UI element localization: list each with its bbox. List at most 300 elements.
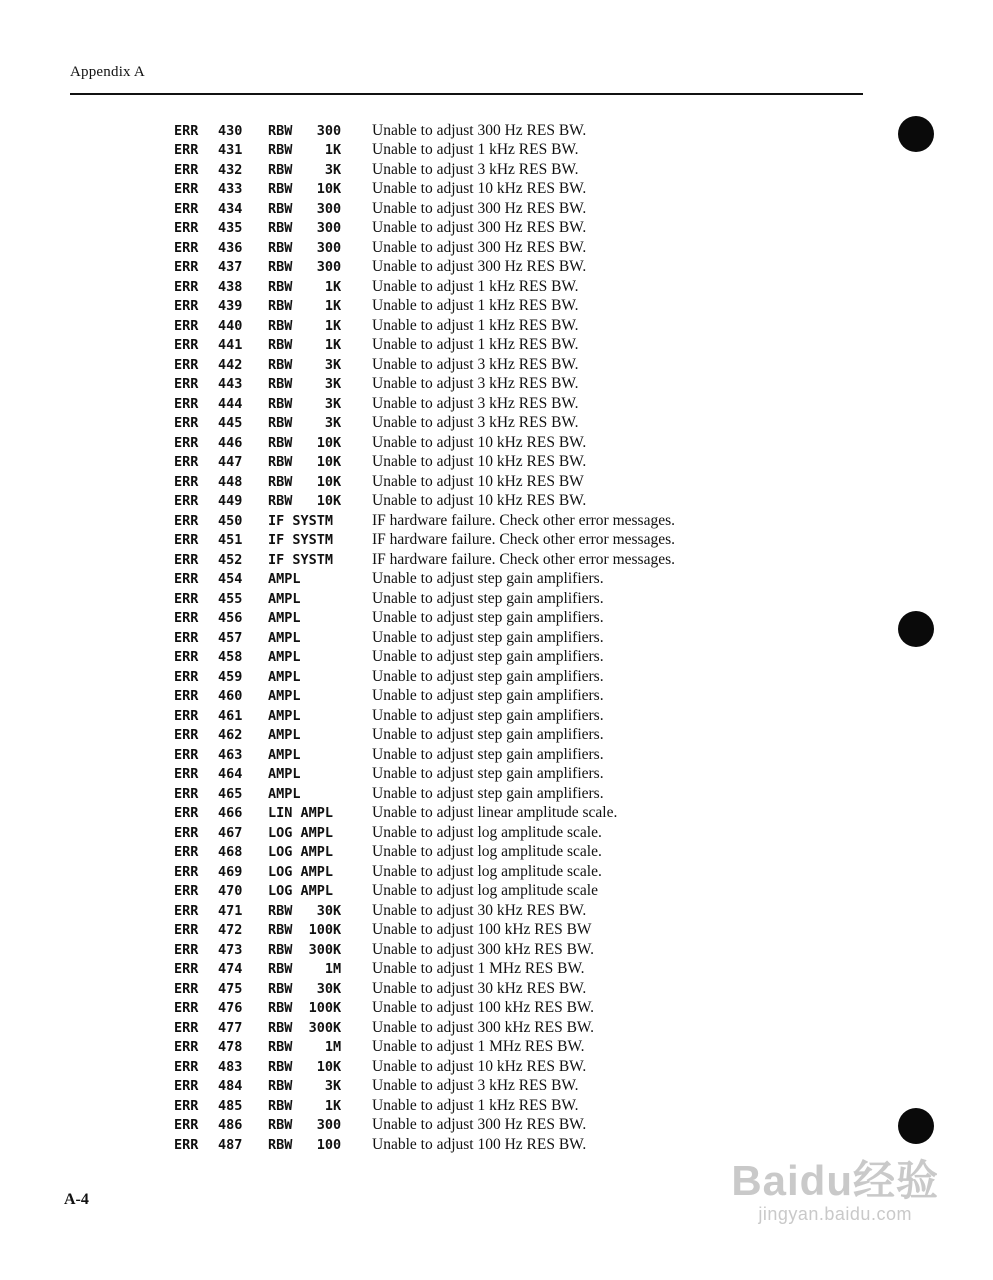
watermark-url: jingyan.baidu.com bbox=[758, 1204, 912, 1224]
error-description: Unable to adjust step gain amplifiers. bbox=[372, 609, 604, 627]
error-row bbox=[174, 589, 794, 609]
error-number: 463 bbox=[218, 746, 243, 763]
error-code bbox=[174, 279, 369, 295]
error-prefix: ERR bbox=[174, 571, 199, 588]
error-prefix: ERR bbox=[174, 922, 199, 939]
error-number: 466 bbox=[218, 805, 243, 822]
error-description: Unable to adjust 30 kHz RES BW. bbox=[372, 901, 587, 919]
error-row bbox=[174, 687, 794, 707]
error-mnemonic: RBW 300 bbox=[268, 200, 342, 217]
error-description: Unable to adjust 300 kHz RES BW. bbox=[372, 1018, 595, 1036]
error-prefix: ERR bbox=[174, 551, 199, 568]
error-code bbox=[174, 513, 369, 529]
error-number: 450 bbox=[218, 512, 243, 529]
error-code bbox=[174, 201, 369, 217]
error-prefix: ERR bbox=[174, 610, 199, 627]
error-description: Unable to adjust step gain amplifiers. bbox=[372, 648, 604, 666]
error-description: Unable to adjust 3 kHz RES BW. bbox=[372, 414, 579, 432]
error-mnemonic: RBW 3K bbox=[268, 376, 342, 393]
error-row bbox=[174, 433, 794, 453]
error-row bbox=[174, 1077, 794, 1097]
error-row bbox=[174, 726, 794, 746]
error-code bbox=[174, 571, 369, 587]
error-description: Unable to adjust 300 Hz RES BW. bbox=[372, 258, 587, 276]
error-code bbox=[174, 1137, 369, 1153]
error-code bbox=[174, 1020, 369, 1036]
error-mnemonic: LOG AMPL bbox=[268, 883, 334, 900]
error-number: 430 bbox=[218, 122, 243, 139]
error-mnemonic: RBW 3K bbox=[268, 356, 342, 373]
error-description: Unable to adjust 10 kHz RES BW. bbox=[372, 492, 587, 510]
error-mnemonic: RBW 10K bbox=[268, 434, 342, 451]
error-description: Unable to adjust 300 Hz RES BW. bbox=[372, 1116, 587, 1134]
error-mnemonic: IF SYSTM bbox=[268, 532, 334, 549]
error-mnemonic: RBW 10K bbox=[268, 473, 342, 490]
binder-hole-middle bbox=[898, 611, 934, 647]
error-description: Unable to adjust log amplitude scale. bbox=[372, 823, 602, 841]
error-number: 475 bbox=[218, 980, 243, 997]
error-number: 435 bbox=[218, 220, 243, 237]
error-number: 432 bbox=[218, 161, 243, 178]
error-number: 472 bbox=[218, 922, 243, 939]
error-description: Unable to adjust 1 MHz RES BW. bbox=[372, 1038, 585, 1056]
error-row bbox=[174, 277, 794, 297]
error-prefix: ERR bbox=[174, 493, 199, 510]
error-number: 454 bbox=[218, 571, 243, 588]
error-prefix: ERR bbox=[174, 688, 199, 705]
error-code bbox=[174, 396, 369, 412]
error-row bbox=[174, 648, 794, 668]
error-row bbox=[174, 862, 794, 882]
error-row bbox=[174, 979, 794, 999]
error-code bbox=[174, 649, 369, 665]
error-prefix: ERR bbox=[174, 1000, 199, 1017]
error-code bbox=[174, 903, 369, 919]
error-number: 465 bbox=[218, 785, 243, 802]
error-number: 485 bbox=[218, 1097, 243, 1114]
error-mnemonic: LIN AMPL bbox=[268, 805, 334, 822]
error-number: 434 bbox=[218, 200, 243, 217]
error-row bbox=[174, 394, 794, 414]
error-code bbox=[174, 1039, 369, 1055]
error-code bbox=[174, 454, 369, 470]
error-row bbox=[174, 1038, 794, 1058]
error-code bbox=[174, 318, 369, 334]
error-description: Unable to adjust 10 kHz RES BW. bbox=[372, 433, 587, 451]
error-prefix: ERR bbox=[174, 902, 199, 919]
error-mnemonic: RBW 300 bbox=[268, 1117, 342, 1134]
error-row bbox=[174, 180, 794, 200]
error-row bbox=[174, 336, 794, 356]
error-number: 445 bbox=[218, 415, 243, 432]
error-mnemonic: RBW 30K bbox=[268, 902, 342, 919]
error-prefix: ERR bbox=[174, 278, 199, 295]
error-prefix: ERR bbox=[174, 395, 199, 412]
error-prefix: ERR bbox=[174, 512, 199, 529]
error-description: Unable to adjust 3 kHz RES BW. bbox=[372, 160, 579, 178]
error-prefix: ERR bbox=[174, 805, 199, 822]
error-number: 448 bbox=[218, 473, 243, 490]
error-code bbox=[174, 1078, 369, 1094]
error-code bbox=[174, 669, 369, 685]
error-description: Unable to adjust step gain amplifiers. bbox=[372, 589, 604, 607]
error-description: Unable to adjust step gain amplifiers. bbox=[372, 628, 604, 646]
error-code bbox=[174, 610, 369, 626]
error-code bbox=[174, 1098, 369, 1114]
error-description: Unable to adjust 3 kHz RES BW. bbox=[372, 355, 579, 373]
error-row bbox=[174, 160, 794, 180]
error-mnemonic: RBW 3K bbox=[268, 415, 342, 432]
error-mnemonic: RBW 10K bbox=[268, 181, 342, 198]
error-prefix: ERR bbox=[174, 1039, 199, 1056]
error-row bbox=[174, 882, 794, 902]
error-row bbox=[174, 628, 794, 648]
error-prefix: ERR bbox=[174, 844, 199, 861]
error-description: IF hardware failure. Check other error messages. bbox=[372, 511, 675, 529]
error-mnemonic: AMPL bbox=[268, 707, 301, 724]
error-prefix: ERR bbox=[174, 1078, 199, 1095]
error-row bbox=[174, 706, 794, 726]
error-mnemonic: RBW 10K bbox=[268, 1058, 342, 1075]
error-mnemonic: RBW 1K bbox=[268, 142, 342, 159]
error-row bbox=[174, 492, 794, 512]
error-description: Unable to adjust 10 kHz RES BW. bbox=[372, 453, 587, 471]
error-number: 486 bbox=[218, 1117, 243, 1134]
error-prefix: ERR bbox=[174, 317, 199, 334]
error-mnemonic: RBW 3K bbox=[268, 395, 342, 412]
error-number: 477 bbox=[218, 1019, 243, 1036]
watermark-brand: Baidu经验 bbox=[731, 1157, 939, 1204]
error-mnemonic: AMPL bbox=[268, 590, 301, 607]
error-code bbox=[174, 727, 369, 743]
error-prefix: ERR bbox=[174, 766, 199, 783]
error-code bbox=[174, 142, 369, 158]
error-row bbox=[174, 1096, 794, 1116]
error-description: Unable to adjust log amplitude scale. bbox=[372, 843, 602, 861]
error-number: 446 bbox=[218, 434, 243, 451]
error-number: 442 bbox=[218, 356, 243, 373]
error-mnemonic: RBW 100 bbox=[268, 1136, 342, 1153]
error-mnemonic: AMPL bbox=[268, 785, 301, 802]
error-prefix: ERR bbox=[174, 1136, 199, 1153]
error-mnemonic: AMPL bbox=[268, 649, 301, 666]
error-code bbox=[174, 532, 369, 548]
error-description: Unable to adjust 1 kHz RES BW. bbox=[372, 297, 579, 315]
error-number: 459 bbox=[218, 668, 243, 685]
error-code bbox=[174, 298, 369, 314]
error-prefix: ERR bbox=[174, 649, 199, 666]
error-mnemonic: RBW 10K bbox=[268, 454, 342, 471]
error-code bbox=[174, 864, 369, 880]
error-row bbox=[174, 804, 794, 824]
error-number: 451 bbox=[218, 532, 243, 549]
error-number: 460 bbox=[218, 688, 243, 705]
error-number: 441 bbox=[218, 337, 243, 354]
error-code bbox=[174, 630, 369, 646]
watermark bbox=[731, 1158, 939, 1225]
error-number: 440 bbox=[218, 317, 243, 334]
error-description: Unable to adjust 10 kHz RES BW bbox=[372, 472, 584, 490]
error-code bbox=[174, 123, 369, 139]
error-row bbox=[174, 1057, 794, 1077]
error-row bbox=[174, 258, 794, 278]
error-number: 457 bbox=[218, 629, 243, 646]
error-description: Unable to adjust 3 kHz RES BW. bbox=[372, 394, 579, 412]
error-description: Unable to adjust 30 kHz RES BW. bbox=[372, 979, 587, 997]
error-number: 449 bbox=[218, 493, 243, 510]
error-number: 433 bbox=[218, 181, 243, 198]
error-number: 439 bbox=[218, 298, 243, 315]
error-number: 474 bbox=[218, 961, 243, 978]
error-mnemonic: RBW 3K bbox=[268, 1078, 342, 1095]
error-description: Unable to adjust log amplitude scale bbox=[372, 882, 598, 900]
error-number: 461 bbox=[218, 707, 243, 724]
error-number: 473 bbox=[218, 941, 243, 958]
error-mnemonic: RBW 1K bbox=[268, 317, 342, 334]
error-prefix: ERR bbox=[174, 200, 199, 217]
binder-hole-top bbox=[898, 116, 934, 152]
error-row bbox=[174, 667, 794, 687]
error-code bbox=[174, 259, 369, 275]
error-mnemonic: RBW 100K bbox=[268, 1000, 342, 1017]
error-description: Unable to adjust step gain amplifiers. bbox=[372, 667, 604, 685]
error-description: Unable to adjust 10 kHz RES BW. bbox=[372, 1057, 587, 1075]
error-number: 444 bbox=[218, 395, 243, 412]
error-number: 469 bbox=[218, 863, 243, 880]
error-number: 456 bbox=[218, 610, 243, 627]
error-row bbox=[174, 414, 794, 434]
error-prefix: ERR bbox=[174, 532, 199, 549]
error-prefix: ERR bbox=[174, 785, 199, 802]
error-description: Unable to adjust 300 kHz RES BW. bbox=[372, 940, 595, 958]
error-code bbox=[174, 942, 369, 958]
error-description: Unable to adjust 300 Hz RES BW. bbox=[372, 121, 587, 139]
error-row bbox=[174, 1018, 794, 1038]
error-mnemonic: RBW 100K bbox=[268, 922, 342, 939]
error-description: Unable to adjust 1 kHz RES BW. bbox=[372, 141, 579, 159]
error-row bbox=[174, 141, 794, 161]
error-code bbox=[174, 474, 369, 490]
error-description: Unable to adjust 1 kHz RES BW. bbox=[372, 336, 579, 354]
error-mnemonic: AMPL bbox=[268, 688, 301, 705]
error-mnemonic: RBW 1K bbox=[268, 278, 342, 295]
error-code bbox=[174, 162, 369, 178]
error-code bbox=[174, 981, 369, 997]
page-header: Appendix A bbox=[70, 64, 145, 80]
error-description: Unable to adjust step gain amplifiers. bbox=[372, 765, 604, 783]
error-prefix: ERR bbox=[174, 727, 199, 744]
error-description: Unable to adjust 300 Hz RES BW. bbox=[372, 199, 587, 217]
error-code bbox=[174, 337, 369, 353]
error-code bbox=[174, 805, 369, 821]
error-code bbox=[174, 922, 369, 938]
error-code bbox=[174, 766, 369, 782]
error-code bbox=[174, 708, 369, 724]
error-mnemonic: IF SYSTM bbox=[268, 551, 334, 568]
error-code bbox=[174, 591, 369, 607]
error-row bbox=[174, 921, 794, 941]
error-prefix: ERR bbox=[174, 220, 199, 237]
error-description: IF hardware failure. Check other error messages. bbox=[372, 531, 675, 549]
error-row bbox=[174, 453, 794, 473]
error-description: Unable to adjust step gain amplifiers. bbox=[372, 706, 604, 724]
error-description: Unable to adjust step gain amplifiers. bbox=[372, 570, 604, 588]
error-row bbox=[174, 960, 794, 980]
error-number: 447 bbox=[218, 454, 243, 471]
error-code bbox=[174, 220, 369, 236]
error-description: Unable to adjust step gain amplifiers. bbox=[372, 726, 604, 744]
error-number: 438 bbox=[218, 278, 243, 295]
error-row bbox=[174, 375, 794, 395]
error-code bbox=[174, 688, 369, 704]
error-number: 431 bbox=[218, 142, 243, 159]
error-mnemonic: RBW 300 bbox=[268, 239, 342, 256]
error-mnemonic: LOG AMPL bbox=[268, 824, 334, 841]
error-prefix: ERR bbox=[174, 746, 199, 763]
error-description: Unable to adjust 300 Hz RES BW. bbox=[372, 238, 587, 256]
error-code bbox=[174, 961, 369, 977]
error-mnemonic: RBW 300K bbox=[268, 1019, 342, 1036]
error-row bbox=[174, 901, 794, 921]
error-code bbox=[174, 825, 369, 841]
error-mnemonic: RBW 1K bbox=[268, 337, 342, 354]
error-row bbox=[174, 999, 794, 1019]
error-mnemonic: RBW 3K bbox=[268, 161, 342, 178]
error-prefix: ERR bbox=[174, 473, 199, 490]
error-description: Unable to adjust 3 kHz RES BW. bbox=[372, 375, 579, 393]
error-row bbox=[174, 297, 794, 317]
error-number: 458 bbox=[218, 649, 243, 666]
error-row bbox=[174, 609, 794, 629]
error-row bbox=[174, 531, 794, 551]
error-mnemonic: AMPL bbox=[268, 668, 301, 685]
error-row bbox=[174, 745, 794, 765]
error-description: Unable to adjust log amplitude scale. bbox=[372, 862, 602, 880]
error-prefix: ERR bbox=[174, 1097, 199, 1114]
error-prefix: ERR bbox=[174, 961, 199, 978]
error-number: 468 bbox=[218, 844, 243, 861]
error-description: Unable to adjust 1 kHz RES BW. bbox=[372, 277, 579, 295]
error-mnemonic: AMPL bbox=[268, 746, 301, 763]
error-row bbox=[174, 511, 794, 531]
error-code bbox=[174, 1117, 369, 1133]
error-description: Unable to adjust step gain amplifiers. bbox=[372, 745, 604, 763]
error-prefix: ERR bbox=[174, 298, 199, 315]
error-mnemonic: AMPL bbox=[268, 766, 301, 783]
error-prefix: ERR bbox=[174, 337, 199, 354]
error-prefix: ERR bbox=[174, 1058, 199, 1075]
error-mnemonic: RBW 300K bbox=[268, 941, 342, 958]
error-prefix: ERR bbox=[174, 941, 199, 958]
error-prefix: ERR bbox=[174, 142, 199, 159]
header-rule bbox=[70, 93, 863, 95]
error-row bbox=[174, 199, 794, 219]
error-prefix: ERR bbox=[174, 122, 199, 139]
error-code bbox=[174, 357, 369, 373]
error-description: IF hardware failure. Check other error messages. bbox=[372, 550, 675, 568]
error-mnemonic: RBW 300 bbox=[268, 122, 342, 139]
error-description: Unable to adjust 100 kHz RES BW bbox=[372, 921, 592, 939]
error-description: Unable to adjust step gain amplifiers. bbox=[372, 784, 604, 802]
error-code bbox=[174, 493, 369, 509]
error-code bbox=[174, 240, 369, 256]
error-code bbox=[174, 747, 369, 763]
error-prefix: ERR bbox=[174, 980, 199, 997]
error-row bbox=[174, 940, 794, 960]
error-mnemonic: RBW 1M bbox=[268, 961, 342, 978]
error-mnemonic: AMPL bbox=[268, 571, 301, 588]
error-number: 487 bbox=[218, 1136, 243, 1153]
error-prefix: ERR bbox=[174, 415, 199, 432]
error-mnemonic: RBW 10K bbox=[268, 493, 342, 510]
error-mnemonic: RBW 1K bbox=[268, 1097, 342, 1114]
error-mnemonic: RBW 300 bbox=[268, 220, 342, 237]
error-description: Unable to adjust step gain amplifiers. bbox=[372, 687, 604, 705]
error-prefix: ERR bbox=[174, 161, 199, 178]
error-code bbox=[174, 376, 369, 392]
error-row bbox=[174, 765, 794, 785]
error-number: 452 bbox=[218, 551, 243, 568]
error-description: Unable to adjust 1 kHz RES BW. bbox=[372, 316, 579, 334]
error-row bbox=[174, 843, 794, 863]
error-prefix: ERR bbox=[174, 590, 199, 607]
error-prefix: ERR bbox=[174, 434, 199, 451]
error-prefix: ERR bbox=[174, 824, 199, 841]
error-prefix: ERR bbox=[174, 259, 199, 276]
error-prefix: ERR bbox=[174, 1019, 199, 1036]
binder-hole-bottom bbox=[898, 1108, 934, 1144]
error-mnemonic: AMPL bbox=[268, 629, 301, 646]
error-number: 437 bbox=[218, 259, 243, 276]
error-code bbox=[174, 1059, 369, 1075]
error-mnemonic: LOG AMPL bbox=[268, 844, 334, 861]
page-number: A-4 bbox=[64, 1191, 89, 1208]
error-prefix: ERR bbox=[174, 1117, 199, 1134]
error-number: 443 bbox=[218, 376, 243, 393]
error-number: 483 bbox=[218, 1058, 243, 1075]
error-prefix: ERR bbox=[174, 707, 199, 724]
error-row bbox=[174, 1116, 794, 1136]
error-row bbox=[174, 570, 794, 590]
error-row bbox=[174, 219, 794, 239]
error-row bbox=[174, 316, 794, 336]
error-number: 470 bbox=[218, 883, 243, 900]
error-row bbox=[174, 823, 794, 843]
error-number: 476 bbox=[218, 1000, 243, 1017]
error-code bbox=[174, 844, 369, 860]
error-prefix: ERR bbox=[174, 239, 199, 256]
error-description: Unable to adjust 300 Hz RES BW. bbox=[372, 219, 587, 237]
error-code bbox=[174, 786, 369, 802]
error-prefix: ERR bbox=[174, 863, 199, 880]
error-number: 467 bbox=[218, 824, 243, 841]
error-number: 464 bbox=[218, 766, 243, 783]
error-prefix: ERR bbox=[174, 629, 199, 646]
error-code bbox=[174, 435, 369, 451]
error-row bbox=[174, 1135, 794, 1155]
error-prefix: ERR bbox=[174, 883, 199, 900]
error-code bbox=[174, 1000, 369, 1016]
error-code bbox=[174, 552, 369, 568]
error-code bbox=[174, 883, 369, 899]
error-mnemonic: AMPL bbox=[268, 610, 301, 627]
error-description: Unable to adjust linear amplitude scale. bbox=[372, 804, 618, 822]
error-row bbox=[174, 121, 794, 141]
error-description: Unable to adjust 100 kHz RES BW. bbox=[372, 999, 595, 1017]
error-prefix: ERR bbox=[174, 454, 199, 471]
error-mnemonic: AMPL bbox=[268, 727, 301, 744]
error-mnemonic: RBW 1K bbox=[268, 298, 342, 315]
